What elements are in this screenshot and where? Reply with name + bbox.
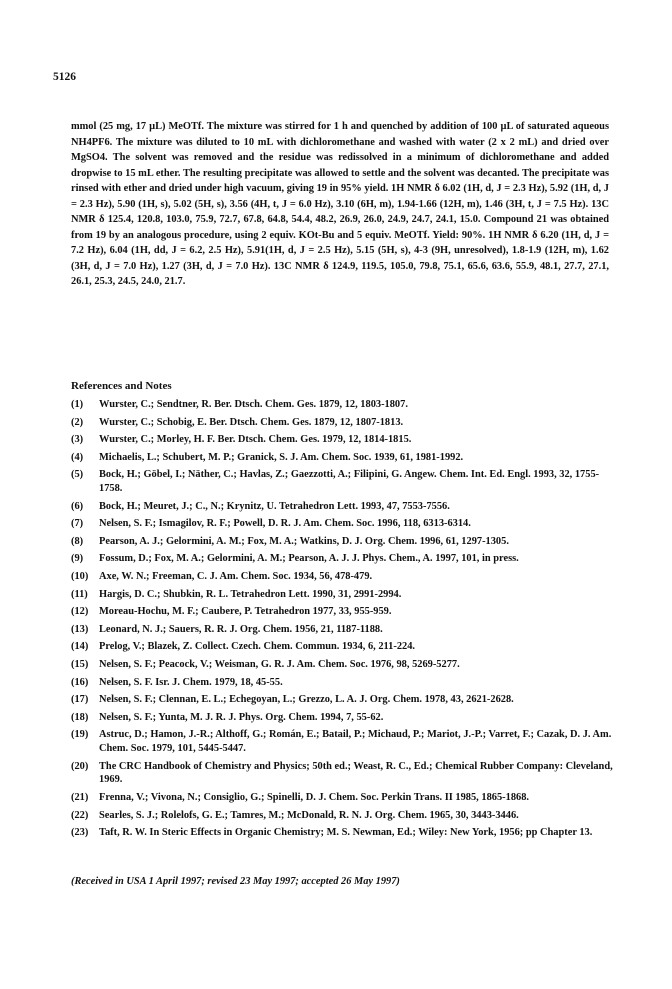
- reference-number: (11): [71, 588, 88, 600]
- reference-number: (23): [71, 827, 89, 839]
- reference-item: [71, 676, 616, 690]
- reference-item: [71, 398, 616, 412]
- reference-text: The CRC Handbook of Chemistry and Physics; 50th ed.; Weast, R. C., Ed.; Chemical Rubber Company: Cleveland, 1969.: [99, 760, 613, 786]
- reference-item: [71, 809, 616, 823]
- reference-text: Leonard, N. J.; Sauers, R. R. J. Org. Chem. 1956, 21, 1187-1188.: [99, 623, 383, 635]
- reference-text: Wurster, C.; Schobig, E. Ber. Dtsch. Chem. Ges. 1879, 12, 1807-1813.: [99, 416, 404, 428]
- reference-text: Nelsen, S. F. Isr. J. Chem. 1979, 18, 45-55.: [99, 676, 283, 688]
- reference-text: Nelsen, S. F.; Ismagilov, R. F.; Powell, D. R. J. Am. Chem. Soc. 1996, 118, 6313-6314.: [99, 518, 471, 530]
- reference-item: [71, 535, 616, 549]
- reference-item: [71, 623, 616, 637]
- reference-text: Frenna, V.; Vivona, N.; Consiglio, G.; Spinelli, D. J. Chem. Soc. Perkin Trans. II 1985, 1865-1868.: [99, 791, 530, 803]
- reference-number: (3): [71, 434, 84, 446]
- reference-text: Michaelis, L.; Schubert, M. P.; Granick, S. J. Am. Chem. Soc. 1939, 61, 1981-1992.: [99, 451, 464, 463]
- reference-text: Fossum, D.; Fox, M. A.; Gelormini, A. M.; Pearson, A. J. J. Phys. Chem., A. 1997, 101, in press.: [99, 553, 519, 565]
- reference-number: (4): [71, 451, 84, 463]
- reference-number: (12): [71, 606, 89, 618]
- received-dates: (Received in USA 1 April 1997; revised 23 May 1997; accepted 26 May 1997): [71, 876, 400, 887]
- reference-text: Bock, H.; Meuret, J.; C., N.; Krynitz, U. Tetrahedron Lett. 1993, 47, 7553-7556.: [99, 500, 450, 512]
- reference-number: (14): [71, 641, 89, 653]
- reference-item: [71, 826, 616, 840]
- reference-item: [71, 711, 616, 725]
- reference-text: Moreau-Hochu, M. F.; Caubere, P. Tetrahedron 1977, 33, 955-959.: [99, 606, 392, 618]
- reference-text: Nelsen, S. F.; Peacock, V.; Weisman, G. R. J. Am. Chem. Soc. 1976, 98, 5269-5277.: [99, 659, 460, 671]
- reference-item: [71, 588, 616, 602]
- reference-text: Wurster, C.; Morley, H. F. Ber. Dtsch. Chem. Ges. 1979, 12, 1814-1815.: [99, 434, 412, 446]
- reference-number: (20): [71, 760, 89, 772]
- reference-number: (16): [71, 676, 89, 688]
- reference-number: (21): [71, 791, 89, 803]
- experimental-section: [71, 119, 609, 290]
- reference-item: [71, 468, 616, 495]
- reference-text: Taft, R. W. In Steric Effects in Organic Chemistry; M. S. Newman, Ed.; Wiley: New York, 1956; pp Chapter 13.: [99, 827, 593, 839]
- reference-item: [71, 791, 616, 805]
- references-list: [71, 398, 616, 844]
- reference-item: [71, 500, 616, 514]
- references-heading: References and Notes: [71, 380, 172, 392]
- reference-item: [71, 570, 616, 584]
- reference-text: Prelog, V.; Blazek, Z. Collect. Czech. Chem. Commun. 1934, 6, 211-224.: [99, 641, 416, 653]
- reference-number: (18): [71, 711, 89, 723]
- reference-item: [71, 451, 616, 465]
- reference-item: [71, 605, 616, 619]
- reference-number: (22): [71, 809, 89, 821]
- reference-number: (7): [71, 518, 84, 530]
- reference-number: (2): [71, 416, 84, 428]
- reference-number: (6): [71, 500, 84, 512]
- reference-number: (13): [71, 623, 89, 635]
- reference-text: Nelsen, S. F.; Clennan, E. L.; Echegoyan, L.; Grezzo, L. A. J. Org. Chem. 1978, 43, 2621-2628.: [99, 694, 514, 706]
- reference-number: (10): [71, 571, 89, 583]
- reference-number: (5): [71, 469, 84, 481]
- reference-number: (8): [71, 535, 84, 547]
- reference-item: [71, 658, 616, 672]
- reference-text: Axe, W. N.; Freeman, C. J. Am. Chem. Soc. 1934, 56, 478-479.: [99, 571, 373, 583]
- reference-item: [71, 552, 616, 566]
- reference-number: (1): [71, 399, 84, 410]
- reference-item: [71, 693, 616, 707]
- reference-number: (19): [71, 729, 89, 741]
- reference-text: Bock, H.; Göbel, I.; Näther, C.; Havlas, Z.; Gaezzotti, A.; Filipini, G. Angew. Chem. Int. Ed. Engl. 1993, 32, 1755-1758.: [99, 469, 600, 495]
- reference-text: Wurster, C.; Sendtner, R. Ber. Dtsch. Chem. Ges. 1879, 12, 1803-1807.: [99, 399, 408, 410]
- reference-item: [71, 416, 616, 430]
- reference-number: (15): [71, 659, 89, 671]
- reference-number: (9): [71, 553, 84, 565]
- reference-item: [71, 433, 616, 447]
- reference-text: Nelsen, S. F.; Yunta, M. J. R. J. Phys. Org. Chem. 1994, 7, 55-62.: [99, 711, 384, 723]
- reference-item: [71, 728, 616, 755]
- reference-text: Searles, S. J.; Rolelofs, G. E.; Tamres, M.; McDonald, R. N. J. Org. Chem. 1965, 30, 3443-3446.: [99, 809, 519, 821]
- experimental-paragraph: mmol (25 mg, 17 µL) MeOTf. The mixture was stirred for 1 h and quenched by addition of 100 µL of saturated aqueous NH4PF6. The mixture was diluted to 10 mL with dichloromethane and washed with water (2 x 2 mL) and dried over MgSO4. The solvent was removed and the residue was redissolved in a minimum of dichloromethane and added dropwise to 15 mL ether. The resulting precipitate was allowed to settle and the solvent was decanted. The precipitate was rinsed with ether and dried under high vacuum, giving 19 in 95% yield. 1H NMR δ 6.02 (1H, d, J = 2.3 Hz), 5.92 (1H, d, J = 2.3 Hz), 5.90 (1H, s), 5.02 (5H, s), 3.56 (4H, t, J = 6.0 Hz), 3.10 (6H, m), 1.94-1.66 (12H, m), 1.46 (3H, t, J = 7.5 Hz). 13C NMR δ 125.4, 120.8, 103.0, 75.9, 72.7, 67.8, 64.8, 54.4, 48.2, 26.9, 26.0, 24.9, 24.7, 24.1, 15.0. Compound 21 was obtained from 19 by an analogous procedure, using 2 equiv. KOt-Bu and 5 equiv. MeOTf. Yield: 90%. 1H NMR δ 6.20 (1H, d, J = 7.2 Hz), 6.04 (1H, dd, J = 6.2, 2.5 Hz), 5.91(1H, d, J = 2.5 Hz), 5.15 (5H, s), 4-3 (9H, unresolved), 1.8-1.9 (12H, m), 1.62 (3H, d, J = 7.0 Hz), 1.27 (3H, d, J = 7.0 Hz). 13C NMR δ 124.9, 119.5, 105.0, 79.8, 75.1, 65.6, 63.6, 55.9, 48.1, 27.7, 27.1, 26.1, 25.3, 24.5, 24.0, 21.7.: [71, 121, 609, 287]
- reference-item: [71, 517, 616, 531]
- reference-number: (17): [71, 694, 89, 706]
- reference-text: Hargis, D. C.; Shubkin, R. L. Tetrahedron Lett. 1990, 31, 2991-2994.: [99, 588, 402, 600]
- reference-item: [71, 760, 616, 787]
- reference-item: [71, 640, 616, 654]
- reference-text: Astruc, D.; Hamon, J.-R.; Althoff, G.; Román, E.; Batail, P.; Michaud, P.; Mariot, J.-P.; Varret, F.; Cazak, D. J. Am. Chem. Soc. 1979, 101, 5445-5447.: [99, 729, 612, 755]
- page-number: 5126: [53, 71, 76, 83]
- reference-text: Pearson, A. J.; Gelormini, A. M.; Fox, M. A.; Watkins, D. J. Org. Chem. 1996, 61, 1297-1305.: [99, 535, 509, 547]
